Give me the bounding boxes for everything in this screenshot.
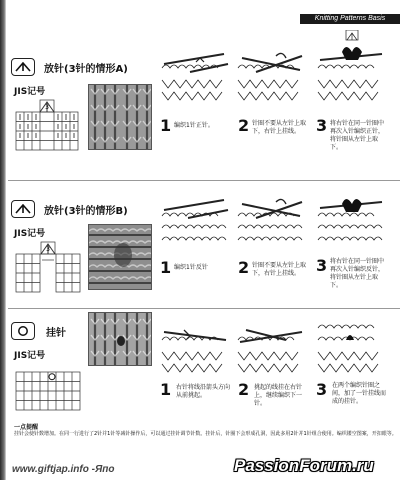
knitting-diagram xyxy=(236,196,308,256)
knitting-diagram xyxy=(316,30,388,110)
step-number: 1 xyxy=(160,116,172,135)
step-text: 将右针在同一针圈中再次入针编织反针，将针圈从左针上取下。 xyxy=(330,258,385,289)
step-text: 挑起的线挂在右针上，继续编织下一针。 xyxy=(254,384,303,407)
knit-swatch-photo xyxy=(88,224,152,290)
step-text: 编织1针正针。 xyxy=(174,122,214,129)
step-number: 2 xyxy=(238,258,250,277)
jis-symbol-chart xyxy=(14,370,82,416)
knitting-diagram xyxy=(316,322,388,378)
watermark: PassionForum.ru xyxy=(234,456,374,475)
knitting-diagram xyxy=(160,322,232,378)
section-divider xyxy=(8,180,400,181)
note-text: 挂针会使针数增加。在同一行进行了2针并1针等减针操作后，可以通过挂针调节针数。挂针后，针圈下会形成孔洞，因此多用2针并1针组合使用。编织镂空图案，开扣眼等。 xyxy=(14,431,397,437)
step-number: 1 xyxy=(160,380,172,399)
circle-yarn-over-icon xyxy=(11,322,35,340)
jis-label: JIS记号 xyxy=(14,87,46,97)
yarn-over-increase-icon xyxy=(11,200,35,218)
knitting-diagram xyxy=(236,322,308,378)
section-title: 放针(3针的情形A) xyxy=(44,64,128,75)
step-text: 针圈不要从左针上取下，右针上挂线。 xyxy=(252,262,307,277)
symbol-count: 3 xyxy=(45,104,49,111)
knit-swatch-photo xyxy=(88,84,152,150)
yarn-over-increase-icon xyxy=(11,58,35,76)
jis-label: JIS记号 xyxy=(14,229,46,239)
jis-symbol-chart xyxy=(14,240,82,298)
step-text: 右针将线沿箭头方向从前挑起。 xyxy=(176,384,231,399)
jis-symbol-chart xyxy=(14,98,80,156)
section-title: 挂针 xyxy=(46,328,66,339)
knitting-diagram xyxy=(316,196,388,256)
section-title: 放针(3针的情形B) xyxy=(44,206,128,217)
step-number: 1 xyxy=(160,258,172,277)
section-divider xyxy=(8,308,400,309)
knit-swatch-photo xyxy=(88,312,152,366)
knitting-diagram xyxy=(160,196,232,256)
note-title: 一点提醒 xyxy=(14,424,39,431)
step-number: 2 xyxy=(238,380,250,399)
page-spine xyxy=(0,0,6,480)
step-text: 将右针在同一针圈中再次入针编织正针，将针圈从左针上取下。 xyxy=(330,120,385,151)
step-number: 3 xyxy=(316,256,328,275)
footer-url: www.giftjap.info -Япо xyxy=(12,464,115,475)
symbol-count: 3 xyxy=(46,246,50,253)
step-number: 2 xyxy=(238,116,250,135)
header-title: Knitting Patterns Basis xyxy=(314,15,386,22)
knitting-diagram xyxy=(160,50,232,110)
step-text: 编织1针反针 xyxy=(174,264,208,271)
jis-label: JIS记号 xyxy=(14,351,46,361)
step-number: 3 xyxy=(316,380,328,399)
knitting-diagram xyxy=(236,50,308,110)
step-text: 在两个编织针圈之间，加了一针挂线而成的挂针。 xyxy=(332,382,387,405)
step-number: 3 xyxy=(316,116,328,135)
step-text: 针圈不要从左针上取下，右针上挂线。 xyxy=(252,120,307,135)
